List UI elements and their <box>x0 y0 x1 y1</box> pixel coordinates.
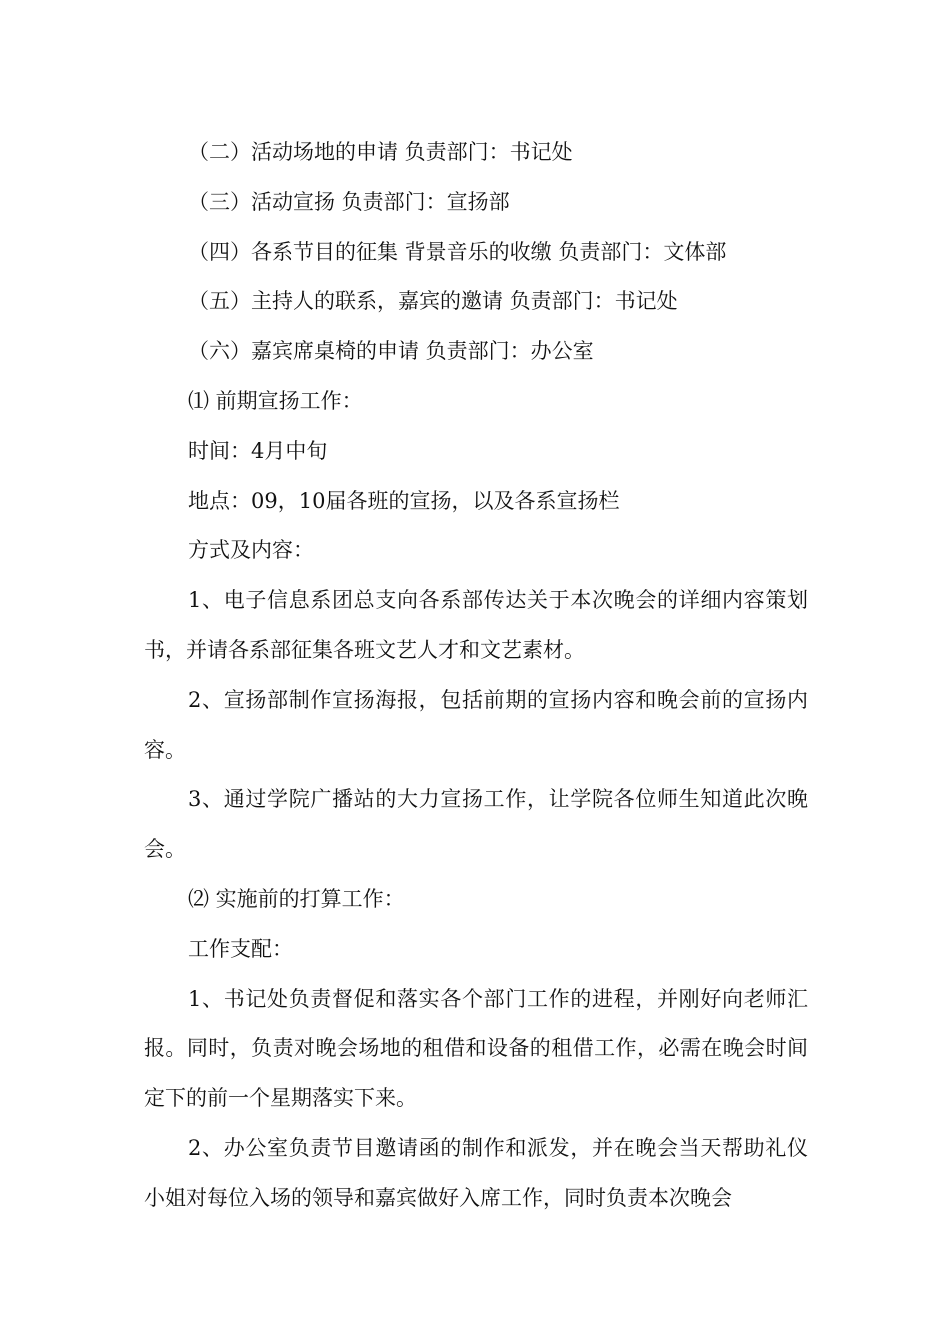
paragraph-secretariat-duty: 1、书记处负责督促和落实各个部门工作的进程，并刚好向老师汇报。同时，负责对晚会场地的租借和设备的租借工作，必需在晚会时间定下的前一个星期落实下来。 <box>144 986 808 1111</box>
location-line: 地点：09，10届各班的宣扬，以及各系宣扬栏 <box>188 488 620 513</box>
section-heading-early-publicity: ⑴ 前期宣扬工作： <box>188 388 363 413</box>
paragraph-step-3: 3、通过学院广播站的大力宣扬工作，让学院各位师生知道此次晚会。 <box>144 787 808 862</box>
time-line: 时间：4月中旬 <box>188 438 328 463</box>
item-host-contact: （五）主持人的联系，嘉宾的邀请 负责部门：书记处 <box>188 289 678 314</box>
method-heading: 方式及内容： <box>188 538 314 563</box>
document-body <box>144 128 808 1224</box>
item-venue-application: （二）活动场地的申请 负责部门：书记处 <box>188 140 573 164</box>
item-publicity: （三）活动宣扬 负责部门：宣扬部 <box>188 189 510 214</box>
paragraph-office-duty: 2、办公室负责节目邀请函的制作和派发，并在晚会当天帮助礼仪小姐对每位入场的领导和嘉宾做好入席工作，同时负责本次晚会 <box>144 1135 808 1210</box>
paragraph-step-1: 1、电子信息系团总支向各系部传达关于本次晚会的详细内容策划书，并请各系部征集各班文艺人才和文艺素材。 <box>144 588 808 662</box>
item-guest-seating: （六）嘉宾席桌椅的申请 负责部门：办公室 <box>188 339 594 364</box>
work-arrangement-heading: 工作支配： <box>188 936 293 961</box>
section-heading-preparation: ⑵ 实施前的打算工作： <box>188 886 405 911</box>
paragraph-step-2: 2、宣扬部制作宣扬海报，包括前期的宣扬内容和晚会前的宣扬内容。 <box>144 687 808 762</box>
item-program-collection: （四）各系节目的征集 背景音乐的收缴 负责部门：文体部 <box>188 239 727 264</box>
